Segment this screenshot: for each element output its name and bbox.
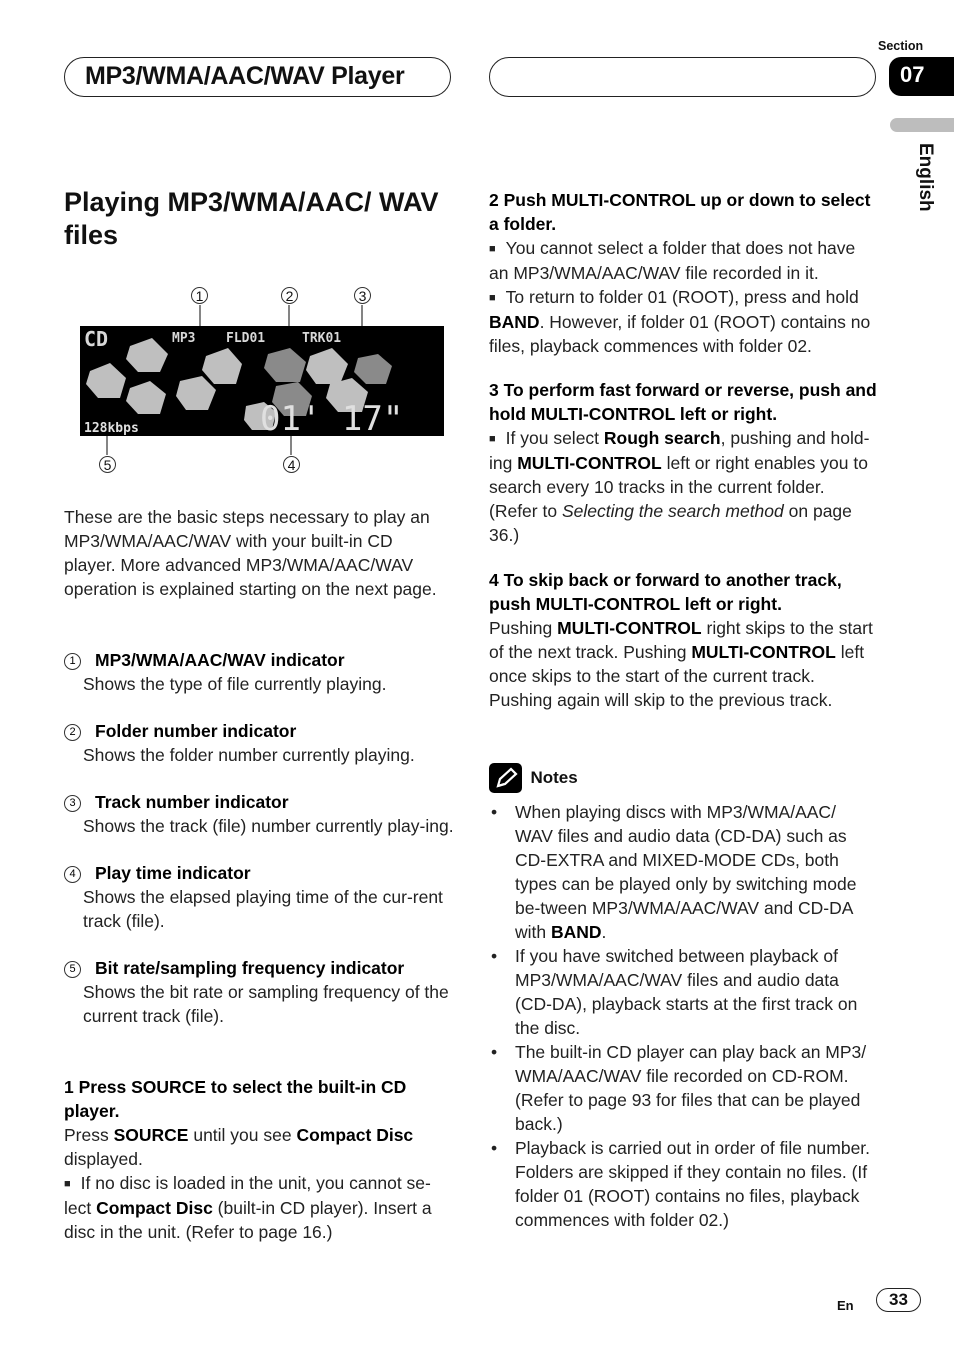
indicator-desc: Shows the bit rate or sampling frequency of the current track (file). [83,982,449,1026]
footer-language: En [837,1298,854,1313]
callout-5: 5 [99,456,116,473]
page-heading: Playing MP3/WMA/AAC/ WAV files [64,187,439,250]
step-2 [489,188,877,358]
step-3 [489,378,877,547]
language-label: English [915,143,936,212]
square-bullet-icon: ■ [64,1178,71,1190]
lcd-format: MP3 [172,331,196,346]
notes-title: Notes [530,768,578,787]
header-empty-pill [489,57,876,97]
callout-4: 4 [283,456,300,473]
section-label: Section [878,39,924,53]
lcd-bitrate: 128kbps [84,421,139,436]
note-item: • The built-in CD player can play back an MP3/ WMA/AAC/WAV file recorded on CD-ROM. (Refer to page 93 for files that can be played back.) [489,1040,877,1136]
step-3-heading: 3 To perform fast forward or reverse, push and hold MULTI-CONTROL left or right. [489,380,877,424]
indicator-number: 1 [64,653,81,670]
step-4 [489,568,877,712]
indicator-title: Track number indicator [95,792,289,812]
section-title-pill [64,57,451,97]
step-2-heading: 2 Push MULTI-CONTROL up or down to select a folder. [489,190,871,234]
lcd-folder: FLD01 [226,331,266,346]
step-1-text: Press SOURCE until you see Compact Disc displayed. [64,1125,414,1169]
intro-paragraph: These are the basic steps necessary to play an MP3/WMA/AAC/WAV with your built-in CD player. More advanced MP3/WMA/AAC/WAV operation is explained starting on the next page. [64,507,437,599]
note-item: • Playback is carried out in order of file number. Folders are skipped if they contain no files. (If folder 01 (ROOT) contains no files, playback commences with folder 02.) [489,1136,877,1232]
indicator-desc: Shows the track (file) number currently play-ing. [83,816,454,836]
language-tab [890,118,954,132]
step-1-note: ■ If no disc is loaded in the unit, you cannot se-lect Compact Disc (built-in CD player). Insert a disc in the unit. (Refer to page 16.) [64,1173,432,1242]
indicator-item [64,648,454,696]
indicator-item [64,861,454,933]
indicator-title: MP3/WMA/AAC/WAV indicator [95,650,345,670]
callout-1: 1 [191,287,208,304]
square-bullet-icon: ■ [489,292,496,304]
indicator-desc: Shows the folder number currently playing. [83,745,415,765]
indicator-number: 3 [64,795,81,812]
note-item: • If you have switched between playback of MP3/WMA/AAC/WAV files and audio data (CD-DA), playback starts at the first track on the disc. [489,944,877,1040]
callout-3: 3 [354,287,371,304]
indicator-title: Bit rate/sampling frequency indicator [95,958,405,978]
step-1 [64,1075,449,1244]
indicator-desc: Shows the elapsed playing time of the cur-rent track (file). [83,887,443,931]
indicator-item [64,790,454,838]
indicator-title: Play time indicator [95,863,251,883]
section-title: MP3/WMA/AAC/WAV Player [85,62,405,90]
step-4-text: Pushing MULTI-CONTROL right skips to the start of the next track. Pushing MULTI-CONTROL left once skips to the start of the current track. Pushing again will skip to the previous track. [489,618,873,710]
indicator-desc: Shows the type of file currently playing. [83,674,387,694]
lcd-graphic [80,326,444,436]
square-bullet-icon: ■ [489,243,496,255]
indicator-title: Folder number indicator [95,721,297,741]
callout-2: 2 [281,287,298,304]
indicator-item [64,719,454,767]
note-item: • When playing discs with MP3/WMA/AAC/ WAV files and audio data (CD-DA) such as CD-EXTRA and MIXED-MODE CDs, both types can be played only by switching mode be-tween MP3/WMA/AAC/WAV and CD-DA with BAND. [489,800,877,944]
step-2-bullet: ■ To return to folder 01 (ROOT), press and hold BAND. However, if folder 01 (ROOT) contains no files, playback commences with folder 02. [489,287,871,356]
section-number: 07 [889,57,954,96]
lcd-track: TRK01 [302,331,342,346]
lcd-time: 01' 17" [260,399,404,436]
pencil-icon [489,763,522,793]
indicator-number: 4 [64,866,81,883]
indicator-number: 5 [64,961,81,978]
lcd-display [80,326,444,436]
notes-list [489,800,877,1232]
step-3-bullet: ■ If you select Rough search, pushing and hold-ing MULTI-CONTROL left or right enables you to search every 10 tracks in the current folder. (Refer to Selecting the search method on page 36.) [489,428,870,545]
step-2-bullet: ■ You cannot select a folder that does not have an MP3/WMA/AAC/WAV file recorded in it. [489,238,856,283]
lcd-source: CD [84,327,109,351]
notes-header [489,763,578,793]
square-bullet-icon: ■ [489,433,496,445]
step-4-heading: 4 To skip back or forward to another track, push MULTI-CONTROL left or right. [489,570,842,614]
indicator-list [64,648,454,1051]
page-number: 33 [876,1288,921,1312]
step-1-heading: 1 Press SOURCE to select the built-in CD player. [64,1077,407,1121]
indicator-number: 2 [64,724,81,741]
indicator-item [64,956,454,1028]
